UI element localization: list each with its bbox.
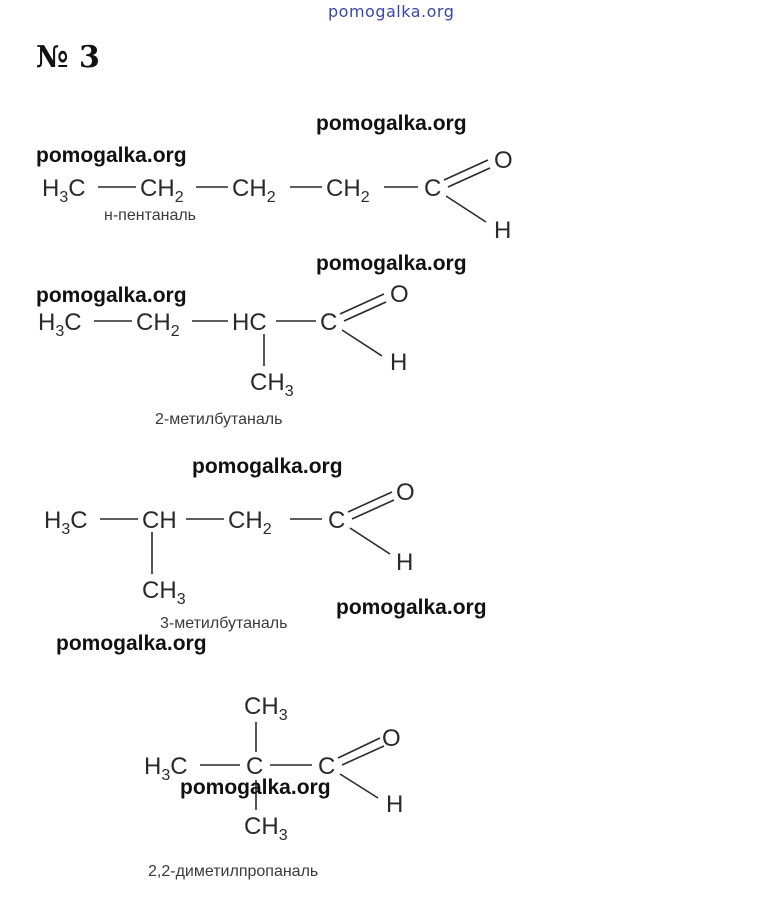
svg-text:CH2: $CH_2$ — [228, 507, 272, 538]
svg-text:CH2: $CH_2$ — [136, 309, 180, 340]
task-number: № 3 — [36, 40, 100, 75]
svg-text:CH3: $CH_3$ — [142, 577, 186, 608]
header-watermark: pomogalka.org — [328, 2, 455, 21]
svg-text:CH: CH — [142, 507, 177, 534]
svg-text:O: O — [494, 147, 513, 174]
svg-text:CH2: $CH_2$ — [140, 175, 184, 206]
svg-text:H3C: $H_3C$ — [38, 309, 82, 340]
svg-text:H: H — [386, 791, 404, 818]
watermark: pomogalka.org — [336, 596, 487, 619]
svg-text:H3C: $H_3C$ — [144, 753, 188, 784]
svg-text:O: O — [396, 479, 415, 506]
svg-text:H3C: $H_3C$ — [44, 507, 88, 538]
watermark: pomogalka.org — [36, 144, 187, 167]
svg-text:C: C — [328, 507, 346, 534]
compound-name-2: 2-метилбутаналь — [155, 411, 283, 428]
watermark: pomogalka.org — [316, 252, 467, 275]
svg-text:C: C — [320, 309, 338, 336]
svg-text:H: H — [390, 349, 408, 376]
watermark: pomogalka.org — [180, 776, 331, 799]
svg-text:C: C — [424, 175, 442, 202]
svg-text:H: H — [494, 217, 512, 244]
svg-text:CH3: $CH_3$ — [244, 693, 288, 724]
svg-text:C: C — [318, 753, 336, 780]
svg-text:CH2: $CH_2$ — [326, 175, 370, 206]
watermark: pomogalka.org — [316, 112, 467, 135]
svg-text:C: C — [246, 753, 264, 780]
svg-text:O: O — [382, 725, 401, 752]
svg-text:CH3: $CH_3$ — [244, 813, 288, 844]
watermark: pomogalka.org — [192, 455, 343, 478]
watermark: pomogalka.org — [56, 632, 207, 655]
svg-text:CH3: $CH_3$ — [250, 369, 294, 400]
svg-text:O: O — [390, 281, 409, 308]
compound-name-1: н-пентаналь — [104, 207, 197, 224]
svg-text:CH2: $CH_2$ — [232, 175, 276, 206]
svg-text:H: H — [396, 549, 414, 576]
compound-name-3: 3-метилбутаналь — [160, 615, 288, 632]
compound-name-4: 2,2-диметилпропаналь — [148, 863, 319, 880]
svg-text:HC: HC — [232, 309, 267, 336]
watermark: pomogalka.org — [36, 284, 187, 307]
svg-text:H3C: $H_3C$ — [42, 175, 86, 206]
